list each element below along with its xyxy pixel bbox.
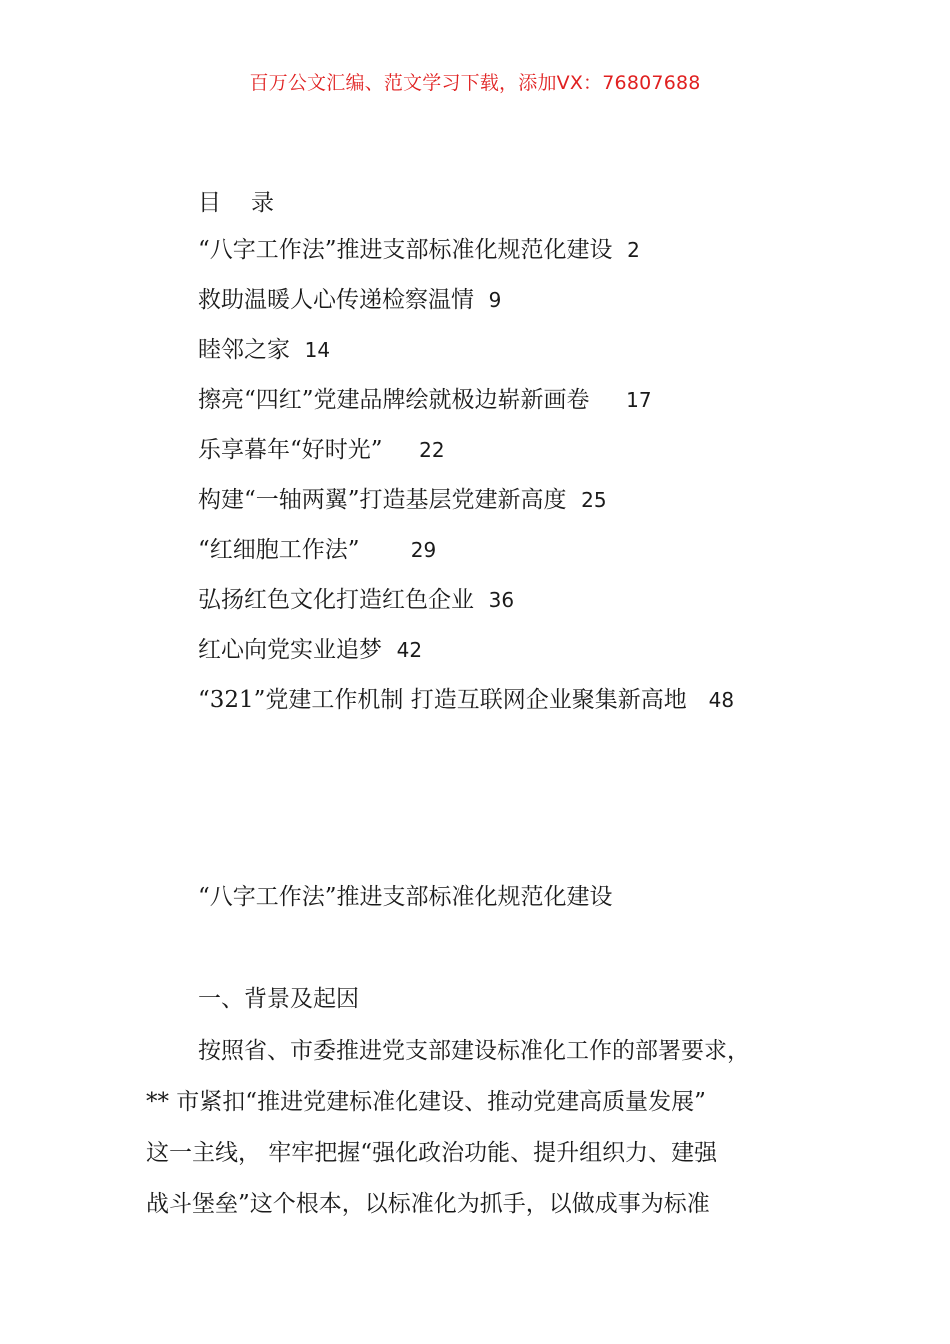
section-heading: 一、背景及起因 (198, 986, 359, 1012)
toc-item-title: 乐享暮年“好时光” (198, 437, 383, 463)
toc-title-part1: 目 (198, 190, 223, 216)
toc-item-title: 弘扬红色文化打造红色企业 (198, 587, 474, 613)
toc-item-title: 构建“一轴两翼”打造基层党建新高度 (198, 487, 567, 513)
paragraph-line: 这一主线， 牢牢把握“强化政治功能、提升组织力、建强 (146, 1140, 718, 1166)
toc-item-title: “321”党建工作机制 打造互联网企业聚集新高地 (198, 687, 687, 713)
watermark-header: 百万公文汇编、范文学习下载，添加VX：76807688 (249, 72, 701, 94)
toc-item-title: 擦亮“四红”党建品牌绘就极边崭新画卷 (198, 387, 590, 413)
toc-title-part2: 录 (251, 190, 276, 216)
toc-item-title: 睦邻之家 (198, 337, 290, 363)
toc-item (198, 380, 734, 430)
toc-item (198, 680, 734, 730)
toc-item (198, 330, 734, 380)
toc-item (198, 630, 734, 680)
toc-item (198, 480, 734, 530)
toc-list (198, 230, 734, 730)
toc-item-title: “红细胞工作法” (198, 537, 360, 563)
toc-item-page: 9 (488, 288, 502, 312)
toc-item-title: “八字工作法”推进支部标准化规范化建设 (198, 237, 613, 263)
toc-item-page: 2 (627, 238, 640, 262)
toc-item-page: 22 (419, 438, 445, 462)
toc-item-page: 48 (708, 688, 735, 712)
toc-item (198, 530, 734, 580)
toc-item-title: 救助温暖人心传递检察温情 (198, 287, 474, 313)
toc-item-page: 42 (396, 638, 423, 662)
paragraph-line: 战斗堡垒”这个根本，以标准化为抓手，以做成事为标准 (146, 1191, 710, 1217)
toc-item-page: 29 (410, 538, 437, 562)
article-title: “八字工作法”推进支部标准化规范化建设 (198, 884, 613, 910)
paragraph-line: ** 市紧扣“推进党建标准化建设、推动党建高质量发展” (146, 1089, 706, 1115)
toc-item (198, 230, 734, 280)
toc-item (198, 580, 734, 630)
toc-item-page: 14 (304, 338, 331, 362)
toc-item-page: 25 (581, 488, 607, 512)
toc-item-title: 红心向党实业追梦 (198, 637, 382, 663)
toc-item (198, 430, 734, 480)
paragraph-line: 按照省、市委推进党支部建设标准化工作的部署要求， (198, 1038, 750, 1064)
toc-title (198, 184, 276, 217)
toc-item-page: 36 (488, 588, 515, 612)
toc-item-page: 17 (626, 388, 652, 412)
body-paragraph (146, 1026, 816, 1230)
toc-item (198, 280, 734, 330)
